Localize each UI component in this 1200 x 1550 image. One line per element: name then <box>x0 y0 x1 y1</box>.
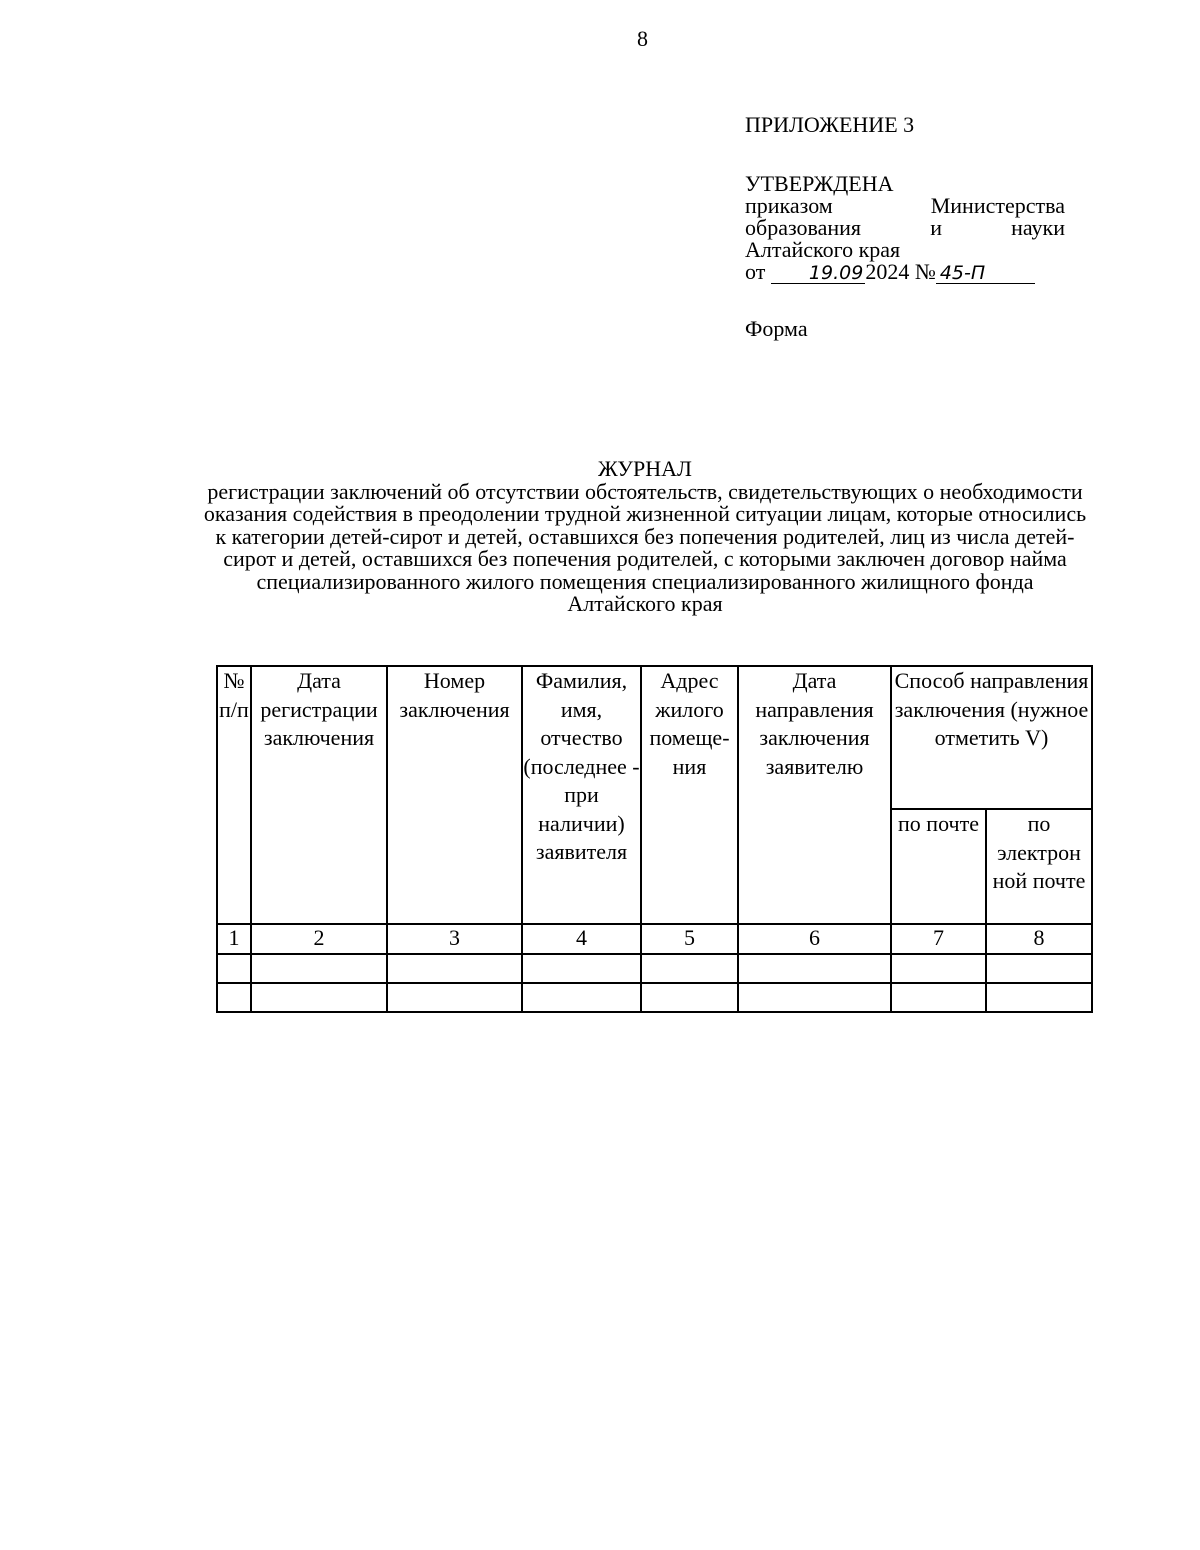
order-number-handwritten: 45-П <box>936 263 1035 284</box>
journal-table <box>216 665 1093 1013</box>
table-row <box>217 954 1092 983</box>
table-cell <box>217 954 251 983</box>
header-row <box>217 666 1092 809</box>
column-number: 1 <box>217 924 251 954</box>
column-number: 8 <box>986 924 1092 954</box>
subheader-cell: по электрон ной почте <box>986 809 1092 924</box>
table-cell <box>522 983 641 1012</box>
table-cell <box>986 983 1092 1012</box>
header-cell: Адрес жилого помеще-ния <box>641 666 738 924</box>
table-cell <box>738 983 891 1012</box>
header-cell: Номер заключения <box>387 666 522 924</box>
table-cell <box>738 954 891 983</box>
approval-word: приказом <box>745 193 833 218</box>
approval-word: Министерства <box>930 193 1065 218</box>
table-cell <box>217 983 251 1012</box>
table-cell <box>251 954 387 983</box>
table-cell <box>522 954 641 983</box>
table-cell <box>891 954 986 983</box>
approval-word: и <box>930 215 942 240</box>
approval-word: образования <box>745 215 862 240</box>
table-cell <box>387 983 522 1012</box>
header-cell: Дата направления заключения заявителю <box>738 666 891 924</box>
form-label: Форма <box>745 316 808 341</box>
order-line <box>745 261 1065 284</box>
approval-word: науки <box>1011 215 1065 240</box>
column-number: 6 <box>738 924 891 954</box>
order-year: 2024 № <box>865 259 936 284</box>
column-number: 3 <box>387 924 522 954</box>
table-cell <box>641 983 738 1012</box>
journal-heading <box>200 458 1090 616</box>
column-number: 7 <box>891 924 986 954</box>
table-cell <box>387 954 522 983</box>
column-number: 4 <box>522 924 641 954</box>
journal-subtitle: регистрации заключений об отсутствии обстоятельств, свидетельствующих о необходимости оказания содействия в преодолении трудной жизненной ситуации лицам, которые относились к категории детей-сирот и детей, оставшихся без попечения родителей, лиц из числа детей-сирот и детей, оставшихся без попечения родителей, с которыми заключен договор найма специализированного жилого помещения специализированного жилищного фонда Алтайского края <box>203 478 1087 616</box>
column-number: 5 <box>641 924 738 954</box>
subheader-cell: по почте <box>891 809 986 924</box>
approval-line-1 <box>745 195 1065 217</box>
table-cell <box>891 983 986 1012</box>
table-cell <box>641 954 738 983</box>
column-number-row <box>217 924 1092 954</box>
journal-title: ЖУРНАЛ <box>598 456 692 481</box>
approval-line-3: Алтайского края <box>745 237 901 262</box>
header-cell: Способ направления заключения (нужное отметить V) <box>891 666 1092 809</box>
header-cell: Фамилия, имя, отчество (последнее - при наличии) заявителя <box>522 666 641 924</box>
table-cell <box>251 983 387 1012</box>
header-cell: Дата регистрации заключения <box>251 666 387 924</box>
column-number: 2 <box>251 924 387 954</box>
approval-block <box>745 114 1065 340</box>
page-number: 8 <box>637 26 648 51</box>
table-row <box>217 983 1092 1012</box>
approved-label: УТВЕРЖДЕНА <box>745 171 894 196</box>
order-date-handwritten: 19.09 <box>771 263 865 284</box>
table-cell <box>986 954 1092 983</box>
header-cell: № п/п <box>217 666 251 924</box>
order-prefix: от <box>745 259 766 284</box>
appendix-label: ПРИЛОЖЕНИЕ 3 <box>745 112 915 137</box>
approval-line-2 <box>745 217 1065 239</box>
